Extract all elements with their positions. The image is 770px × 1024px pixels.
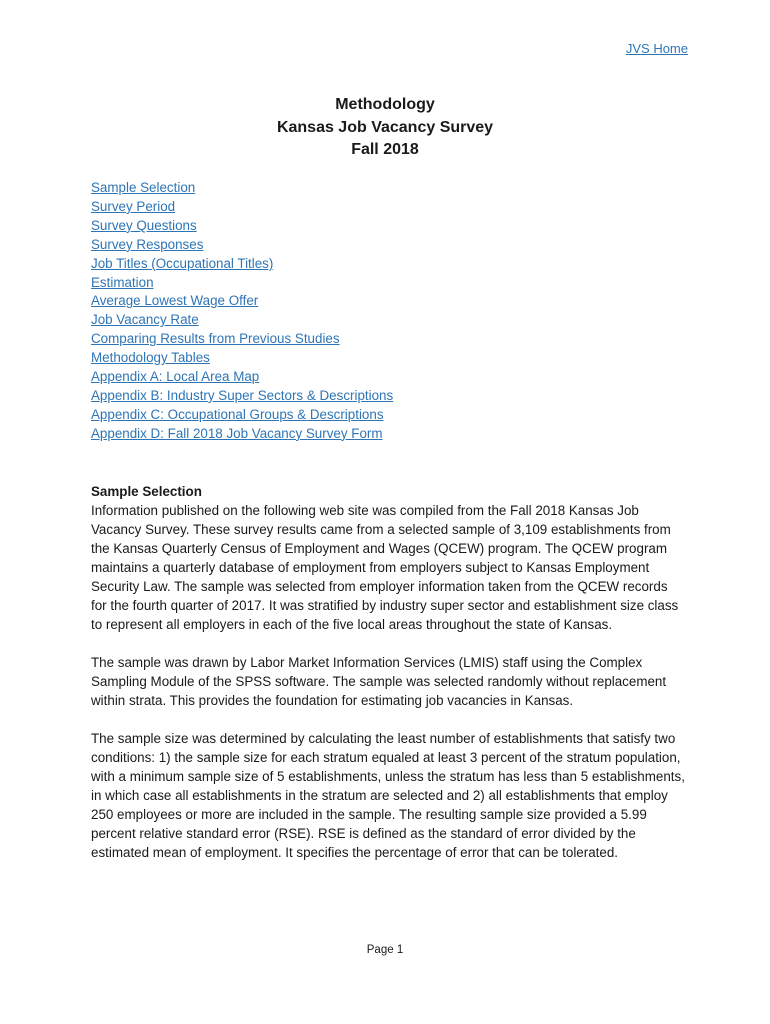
page-number: Page 1 xyxy=(366,944,404,956)
section-paragraph-2: The sample was drawn by Labor Market Information Services (LMIS) staff using the Complex Sampling Module of the SPSS software. The sample was selected randomly without replacement within strata. This provides the foundation for estimating job vacancies in Kansas. xyxy=(91,655,667,708)
table-of-contents xyxy=(91,179,393,444)
toc-link-average-lowest-wage-offer[interactable]: Average Lowest Wage Offer xyxy=(91,293,259,309)
toc-item xyxy=(91,349,393,368)
toc-item xyxy=(91,406,393,425)
title-line-season: Fall 2018 xyxy=(351,141,419,158)
toc-item xyxy=(91,274,393,293)
toc-link-survey-responses[interactable]: Survey Responses xyxy=(91,236,204,252)
section-paragraph-3: The sample size was determined by calculating the least number of establishments that satisfy two conditions: 1) the sample size for each stratum equaled at least 3 percent of the stratum population, with a minimum sample size of 5 establishments, unless the stratum has less than 5 establishments, in which case all establishments in the stratum are selected and 2) all establishments that employ 250 employees or more are included in the sample. The resulting sample size provided a 5.99 percent relative standard error (RSE). RSE is defined as the standard of error divided by the estimated mean of employment. It specifies the percentage of error that can be tolerated. xyxy=(91,731,685,860)
sample-selection-section xyxy=(91,482,686,881)
toc-link-appendix-b[interactable]: Appendix B: Industry Super Sectors & Descriptions xyxy=(91,387,394,403)
toc-item xyxy=(91,198,393,217)
toc-item xyxy=(91,387,393,406)
toc-link-appendix-a[interactable]: Appendix A: Local Area Map xyxy=(91,369,260,385)
toc-item xyxy=(91,236,393,255)
toc-link-sample-selection[interactable]: Sample Selection xyxy=(91,180,196,195)
toc-item xyxy=(91,217,393,236)
toc-link-appendix-c[interactable]: Appendix C: Occupational Groups & Descriptions xyxy=(91,406,384,422)
toc-link-appendix-d[interactable]: Appendix D: Fall 2018 Job Vacancy Survey Form xyxy=(91,425,383,441)
toc-link-survey-period[interactable]: Survey Period xyxy=(91,198,176,214)
toc-link-methodology-tables[interactable]: Methodology Tables xyxy=(91,350,210,366)
jvs-home-link[interactable]: JVS Home xyxy=(625,41,688,56)
toc-item xyxy=(91,179,393,198)
toc-item xyxy=(91,255,393,274)
toc-item xyxy=(91,425,393,444)
toc-link-job-titles[interactable]: Job Titles (Occupational Titles) xyxy=(91,255,274,271)
section-heading: Sample Selection xyxy=(91,484,202,499)
toc-item xyxy=(91,311,393,330)
title-line-methodology: Methodology xyxy=(335,96,435,113)
title-line-survey-name: Kansas Job Vacancy Survey xyxy=(276,118,494,136)
toc-link-survey-questions[interactable]: Survey Questions xyxy=(91,217,197,233)
toc-item xyxy=(91,292,393,311)
toc-link-estimation[interactable]: Estimation xyxy=(91,274,154,290)
toc-item xyxy=(91,330,393,349)
section-paragraph-1: Information published on the following web site was compiled from the Fall 2018 Kansas Job Vacancy Survey. These survey results came from a selected sample of 3,109 establishments from the Kansas Quarterly Census of Employment and Wages (QCEW) program. The QCEW program maintains a quarterly database of employment from employers subject to Kansas Employment Security Law. The sample was selected from employer information taken from the QCEW records for the fourth quarter of 2017. It was stratified by industry super sector and establishment size class to represent all employers in each of the five local areas throughout the state of Kansas. xyxy=(91,503,679,632)
toc-link-job-vacancy-rate[interactable]: Job Vacancy Rate xyxy=(91,312,199,328)
page-title xyxy=(0,94,770,162)
toc-item xyxy=(91,368,393,387)
toc-link-comparing-results[interactable]: Comparing Results from Previous Studies xyxy=(91,331,340,347)
